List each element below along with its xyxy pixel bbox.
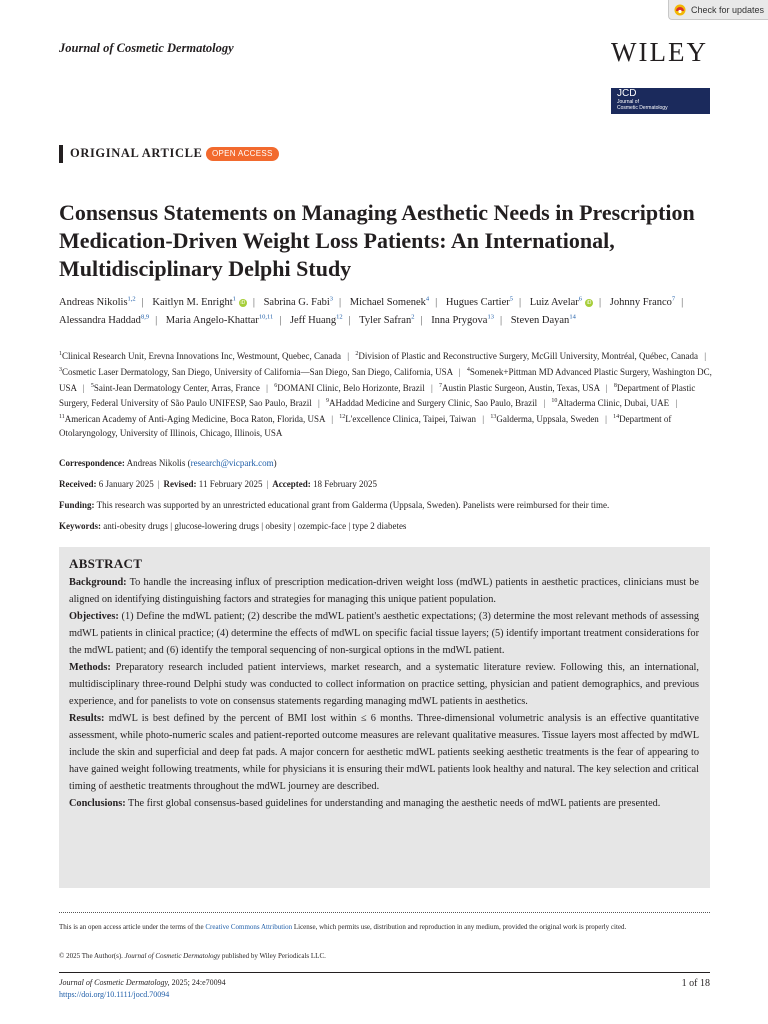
- author-name: Michael Somenek: [349, 296, 426, 308]
- author-name: Jeff Huang: [289, 315, 337, 326]
- license-text-post: License, which permits use, distribution and reproduction in any medium, provided the original work is properly cited.: [293, 923, 627, 931]
- article-type-marker: [59, 145, 63, 163]
- affiliation-text: Division of Plastic and Reconstructive Surgery, McGill University, Montréal, Québec, Canada: [358, 351, 698, 361]
- author[interactable]: [446, 297, 513, 308]
- affiliation-number: 4: [466, 366, 470, 373]
- affiliation: [59, 367, 453, 377]
- copyright-statement: [59, 951, 710, 962]
- affiliation: [439, 383, 600, 393]
- keyword-separator: |: [346, 521, 353, 531]
- correspondence-name: Andreas Nikolis: [126, 458, 186, 468]
- abstract-section-label: Objectives:: [69, 611, 119, 622]
- author-affiliation-ref[interactable]: 13: [487, 313, 494, 321]
- keyword-separator: |: [291, 521, 298, 531]
- correspondence-email-link[interactable]: research@vicpark.com: [190, 458, 274, 468]
- affiliation-separator: |: [605, 382, 608, 393]
- affiliation-separator: |: [331, 414, 334, 425]
- journal-badge-abbr: JCD: [617, 88, 637, 99]
- affiliation-number: 14: [613, 414, 620, 421]
- author-affiliation-ref[interactable]: 14: [569, 313, 576, 321]
- affiliation-number: 6: [274, 382, 278, 389]
- author-affiliation-ref[interactable]: 7: [671, 295, 676, 302]
- affiliation-text: Austin Plastic Surgeon, Austin, Texas, USA: [442, 382, 600, 393]
- journal-badge-line2: Cosmetic Dermatology: [617, 105, 668, 111]
- author-name: Steven Dayan: [510, 315, 570, 326]
- author[interactable]: [359, 315, 414, 326]
- accepted-date: 18 February 2025: [313, 479, 377, 489]
- abstract-section-text: Preparatory research included patient interviews, market research, and a systematic literature review. Following this, an international, multidisciplinary three-round Delphi study was conducted to collect information on practice setting, physician and patient demographics, and previous experience, and for panelists to vote on consensus statements regarding managing mdWL patients in aesthetics.: [69, 662, 699, 707]
- abstract-results: [69, 710, 699, 795]
- affiliation-text: Cosmetic Laser Dermatology, San Diego, University of California—San Diego, San Diego, California, USA: [62, 366, 453, 377]
- journal-name[interactable]: Journal of Cosmetic Dermatology: [59, 41, 234, 55]
- author-name: Maria Angelo-Khattar: [165, 315, 259, 326]
- license-statement: [59, 921, 710, 934]
- author-separator: |: [348, 315, 351, 326]
- author-separator: |: [420, 315, 423, 326]
- dates-line: Received: 6 January 2025 | Revised: 11 February 2025 | Accepted: 18 February 2025: [59, 479, 377, 489]
- affiliation-separator: |: [605, 414, 607, 425]
- check-updates-icon: [674, 4, 686, 16]
- abstract-heading: ABSTRACT: [69, 556, 143, 571]
- affiliation-text: American Academy of Anti-Aging Medicine, Boca Raton, Florida, USA: [64, 414, 325, 425]
- author[interactable]: [152, 297, 246, 308]
- article-type: ORIGINAL ARTICLE: [70, 146, 203, 160]
- author[interactable]: [59, 315, 149, 326]
- abstract-conclusions: [69, 795, 699, 812]
- keyword[interactable]: ozempic-face: [297, 521, 347, 531]
- author-separator: |: [681, 296, 684, 308]
- funding-line: [59, 500, 719, 510]
- abstract-section-text: (1) Define the mdWL patient; (2) describe the mdWL patient's aesthetic expectations; (3) determine the most relevant methods of assessing mdWL patients in clinical practice; (4) determine the effects of mdWL on specific facial tissue layers; (5) identify important treatment considerations for the mdWL patient; and (6) identify the temporal sequencing of non-surgical options in the mdWL patient.: [69, 611, 700, 656]
- orcid-icon[interactable]: iD: [586, 299, 592, 306]
- author[interactable]: [59, 297, 136, 308]
- author-separator: |: [435, 296, 438, 308]
- affiliation-number: 5: [90, 382, 94, 389]
- author-separator: |: [155, 315, 158, 326]
- affiliation-text: Clinical Research Unit, Erevna Innovations Inc, Westmount, Quebec, Canada: [62, 351, 342, 361]
- keyword[interactable]: obesity: [265, 521, 292, 531]
- orcid-icon[interactable]: iD: [240, 299, 246, 306]
- page-number: 1 of 18: [681, 978, 710, 989]
- author-name: Luiz Avelar: [529, 296, 579, 308]
- affiliation: [490, 414, 598, 424]
- author-name: Inna Prygova: [431, 315, 488, 326]
- article-title: Consensus Statements on Managing Aesthetic Needs in Prescription Medication-Driven Weight Loss Patients: An International, Multidisciplinary Delphi Study: [59, 200, 695, 281]
- author-affiliation-ref[interactable]: 12: [336, 313, 343, 321]
- journal-badge-line1: Journal of: [617, 99, 639, 105]
- author-affiliation-ref[interactable]: 6: [578, 295, 583, 302]
- accepted-label: Accepted:: [272, 479, 311, 489]
- author[interactable]: [264, 297, 333, 308]
- abstract-box: [59, 547, 710, 888]
- affiliation-separator: |: [82, 382, 85, 393]
- abstract-section-label: Background:: [69, 577, 127, 588]
- affiliation-text: Somenek+Pittman MD Advanced Plastic Surgery, Washington DC, USA: [59, 366, 712, 393]
- author-separator: |: [279, 315, 282, 326]
- affiliation: [551, 398, 669, 408]
- affiliation-separator: |: [675, 398, 678, 409]
- copyright-pre: © 2025 The Author(s).: [59, 952, 123, 960]
- abstract-background: [69, 574, 699, 608]
- citation: [59, 977, 226, 989]
- affiliation-separator: |: [430, 382, 433, 393]
- author-separator: |: [499, 315, 503, 326]
- keywords-line: [59, 521, 719, 531]
- affiliation-number: 3: [59, 366, 62, 373]
- author-name: Andreas Nikolis: [59, 296, 128, 308]
- copyright-post: published by Wiley Periodicals LLC.: [221, 952, 326, 960]
- received-date: 6 January 2025: [98, 479, 154, 489]
- affiliation-number: 2: [355, 351, 359, 357]
- bottom-divider: [59, 972, 710, 973]
- abstract-methods: [69, 659, 699, 710]
- affiliation-separator: |: [347, 351, 350, 361]
- affiliation-number: 13: [490, 414, 497, 421]
- abstract-section-text: To handle the increasing influx of prescription medication-driven weight loss (mdWL) patients in aesthetic practices, clinicians must be aligned on identifying distinguishing factors and strategies for managing this unique patient population.: [69, 577, 699, 605]
- keyword[interactable]: anti-obesity drugs: [103, 521, 168, 531]
- affiliation-number: 8: [613, 382, 617, 389]
- publisher-logo: WILEY: [611, 37, 708, 67]
- affiliation-separator: |: [482, 414, 485, 425]
- author[interactable]: [511, 315, 576, 326]
- revised-label: Revised:: [163, 479, 197, 489]
- affiliation-text: L'excellence Clinica, Taipei, Taiwan: [345, 414, 477, 425]
- affiliation: [355, 351, 698, 361]
- affiliation-text: Department of Otolaryngology, University of Illinois, Chicago, Illinois, USA: [59, 414, 672, 438]
- affiliation-number: 7: [439, 382, 443, 389]
- author-name: Johnny Franco: [609, 296, 672, 308]
- affiliation-number: 11: [59, 414, 65, 421]
- citation-journal: Journal of Cosmetic Dermatology,: [59, 978, 170, 987]
- keywords-label: Keywords:: [59, 521, 101, 531]
- affiliation: [59, 351, 341, 361]
- author-affiliation-ref[interactable]: 1,2: [127, 295, 136, 302]
- affiliation: [59, 414, 325, 424]
- affiliation-separator: |: [458, 366, 461, 377]
- abstract-section-label: Methods:: [69, 662, 111, 673]
- received-label: Received:: [59, 479, 97, 489]
- affiliation-text: AHaddad Medicine and Surgery Clinic, Sao Paulo, Brazil: [329, 398, 538, 409]
- author-separator: |: [141, 296, 144, 308]
- abstract-section-text: mdWL is best defined by the percent of BMI lost within ≤ 6 months. Three-dimensional volumetric analysis is an effective quantitative assessment, while photo-numeric scales and patient-reported outcome measures are relevant qualitative measures. Tissue layers most affected by mdWL include the skin and superficial and deep fat pads. A major concern for aesthetic mdWL patients seeking aesthetic treatments is the fear of appearing to have gained weight following treatments, while for physicians it is ensuring their mdWL patients look healthy and natural. The key selection and critical timing of aesthetic treatments throughout the mdWL journey are described.: [69, 713, 700, 792]
- author-separator: |: [252, 296, 255, 308]
- license-text-pre: This is an open access article under the terms of the: [59, 923, 204, 931]
- author-name: Tyler Safran: [359, 315, 412, 326]
- affiliation-list: [59, 348, 719, 441]
- correspondence-label: Correspondence:: [59, 458, 125, 468]
- funding-label: Funding:: [59, 500, 95, 510]
- check-updates-label: Check for updates: [691, 4, 765, 15]
- revised-date: 11 February 2025: [198, 479, 263, 489]
- author[interactable]: [431, 315, 494, 326]
- affiliation-text: DOMANI Clinic, Belo Horizonte, Brazil: [277, 382, 425, 393]
- funding-text: This research was supported by an unrestricted educational grant from Galderma (Uppsala, Sweden). Panelists were reimbursed for their time.: [96, 500, 610, 510]
- author[interactable]: [290, 315, 343, 326]
- correspondence-line: Correspondence: Andreas Nikolis (research@vicpark.com): [59, 458, 277, 468]
- creative-commons-link[interactable]: Creative Commons Attribution: [205, 923, 293, 931]
- author-affiliation-ref[interactable]: 2: [411, 313, 415, 321]
- affiliation-number: 9: [326, 398, 330, 405]
- abstract-section-label: Results:: [69, 713, 105, 724]
- author-affiliation-ref[interactable]: 5: [509, 295, 513, 302]
- affiliation: [326, 398, 537, 408]
- copyright-journal: Journal of Cosmetic Dermatology: [124, 952, 221, 960]
- author-affiliation-ref[interactable]: 8,9: [140, 313, 150, 321]
- affiliation-text: Saint-Jean Dermatology Center, Arras, France: [93, 382, 260, 393]
- keyword-separator: |: [259, 521, 266, 531]
- abstract-objectives: [69, 608, 699, 659]
- affiliation: [339, 414, 476, 424]
- affiliation-text: Department of Plastic Surgery, Federal University of São Paulo UNIFESP, Sao Paulo, Brazil: [59, 382, 696, 409]
- affiliation-number: 10: [551, 398, 558, 405]
- author[interactable]: [166, 315, 273, 326]
- author-list: [59, 291, 719, 328]
- affiliation: [274, 383, 424, 393]
- affiliation-separator: |: [543, 398, 546, 409]
- keyword[interactable]: type 2 diabetes: [352, 521, 407, 531]
- author-affiliation-ref[interactable]: 10,11: [258, 313, 274, 321]
- author-name: Sabrina G. Fabi: [263, 296, 330, 308]
- author-separator: |: [518, 296, 522, 308]
- affiliation-text: Galderma, Uppsala, Sweden: [496, 414, 599, 425]
- open-access-badge: OPEN ACCESS: [206, 147, 279, 161]
- affiliation-number: 12: [339, 414, 346, 421]
- author-affiliation-ref[interactable]: 1: [232, 295, 236, 302]
- author-name: Kaitlyn M. Enright: [152, 296, 233, 308]
- affiliation-number: 1: [59, 351, 62, 357]
- author-affiliation-ref[interactable]: 3: [329, 295, 334, 302]
- author[interactable]: [350, 297, 429, 308]
- author-separator: |: [599, 296, 602, 308]
- footer-divider: [59, 912, 710, 913]
- author-affiliation-ref[interactable]: 4: [425, 295, 430, 302]
- abstract-section-text: The first global consensus-based guidelines for understanding and managing the aesthetic needs of mdWL patients are presented.: [128, 798, 661, 809]
- journal-cover-badge: [611, 88, 710, 114]
- affiliation-separator: |: [704, 351, 706, 361]
- affiliation-separator: |: [266, 382, 268, 393]
- keyword-separator: |: [168, 521, 175, 531]
- affiliation: [91, 383, 260, 393]
- affiliation-separator: |: [317, 398, 320, 409]
- affiliation-text: Altaderma Clinic, Dubai, UAE: [557, 398, 670, 409]
- abstract-section-label: Conclusions:: [69, 798, 126, 809]
- author-separator: |: [339, 296, 342, 308]
- author[interactable]: [530, 297, 593, 308]
- author-name: Hugues Cartier: [445, 296, 510, 308]
- citation-volume: 2025; 24:e70094: [171, 978, 226, 987]
- doi-link[interactable]: https://doi.org/10.1111/jocd.70094: [59, 990, 170, 999]
- check-for-updates-button[interactable]: [668, 0, 768, 20]
- keyword[interactable]: glucose-lowering drugs: [174, 521, 260, 531]
- author-name: Alessandra Haddad: [59, 315, 141, 326]
- author[interactable]: [610, 297, 675, 308]
